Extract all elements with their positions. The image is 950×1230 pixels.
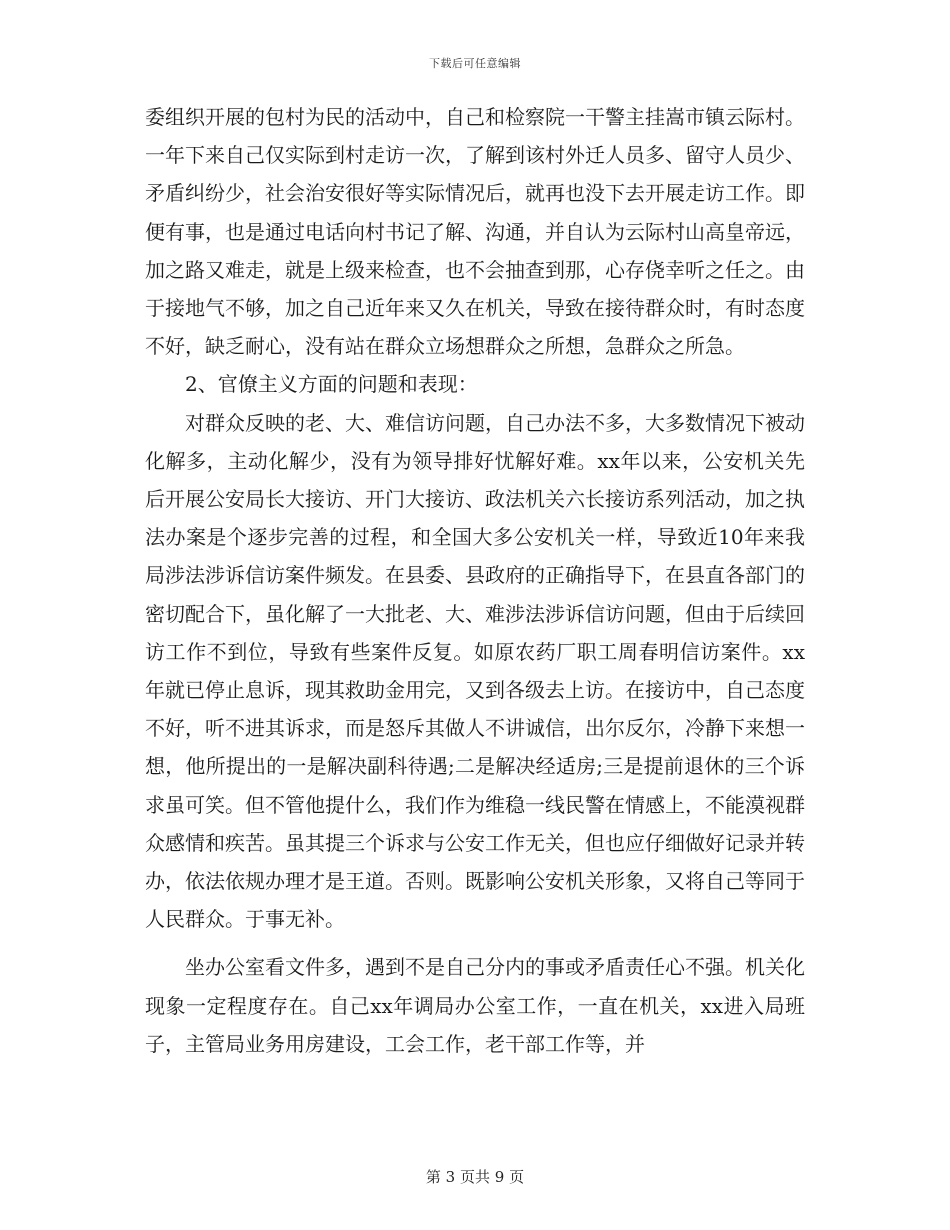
section-heading: 2、官僚主义方面的问题和表现： <box>185 372 478 397</box>
document-body <box>145 98 805 1063</box>
page-header: 下载后可任意编辑 <box>429 57 521 70</box>
paragraph: 坐办公室看文件多，遇到不是自己分内的事或矛盾责任心不强。机关化现象一定程度存在。自己xx年调局办公室工作，一直在机关，xx进入局班子，主管局业务用房建设，工会工作，老干部工作等，并 <box>145 955 805 1056</box>
page-number: 第 3 页共 9 页 <box>425 1168 525 1186</box>
paragraph: 对群众反映的老、大、难信访问题，自己办法不多，大多数情况下被动化解多，主动化解少，没有为领导排好忧解好难。xx年以来，公安机关先后开展公安局长大接访、开门大接访、政法机关六长接访系列活动，加之执法办案是个逐步完善的过程，和全国大多公安机关一样，导致近10年来我局涉法涉诉信访案件频发。在县委、县政府的正确指导下，在县直各部门的密切配合下，虽化解了一大批老、大、难涉法涉诉信访问题，但由于后续回访工作不到位，导致有些案件反复。如原农药厂职工周春明信访案件。xx年就已停止息诉，现其救助金用完，又到各级去上访。在接访中，自己态度不好，听不进其诉求，而是怒斥其做人不讲诚信，出尔反尔，冷静下来想一想，他所提出的一是解决副科待遇;二是解决经适房;三是提前退休的三个诉求虽可笑。但不管他提什么，我们作为维稳一线民警在情感上，不能漠视群众感情和疾苦。虽其提三个诉求与公安工作无关，但也应仔细做好记录并转办，依法依规办理才是王道。否则。既影响公安机关形象，又将自己等同于人民群众。于事无补。 <box>145 410 805 932</box>
paragraph-continued: 委组织开展的包村为民的活动中，自己和检察院一干警主挂嵩市镇云际村。一年下来自己仅实际到村走访一次，了解到该村外迁人员多、留守人员少、矛盾纠纷少，社会治安很好等实际情况后，就再也没下去开展走访工作。即便有事，也是通过电话向村书记了解、沟通，并自认为云际村山高皇帝远，加之路又难走，就是上级来检查，也不会抽查到那，心存侥幸听之任之。由于接地气不够，加之自己近年来又久在机关，导致在接待群众时，有时态度不好，缺乏耐心，没有站在群众立场想群众之所想，急群众之所急。 <box>145 105 805 359</box>
